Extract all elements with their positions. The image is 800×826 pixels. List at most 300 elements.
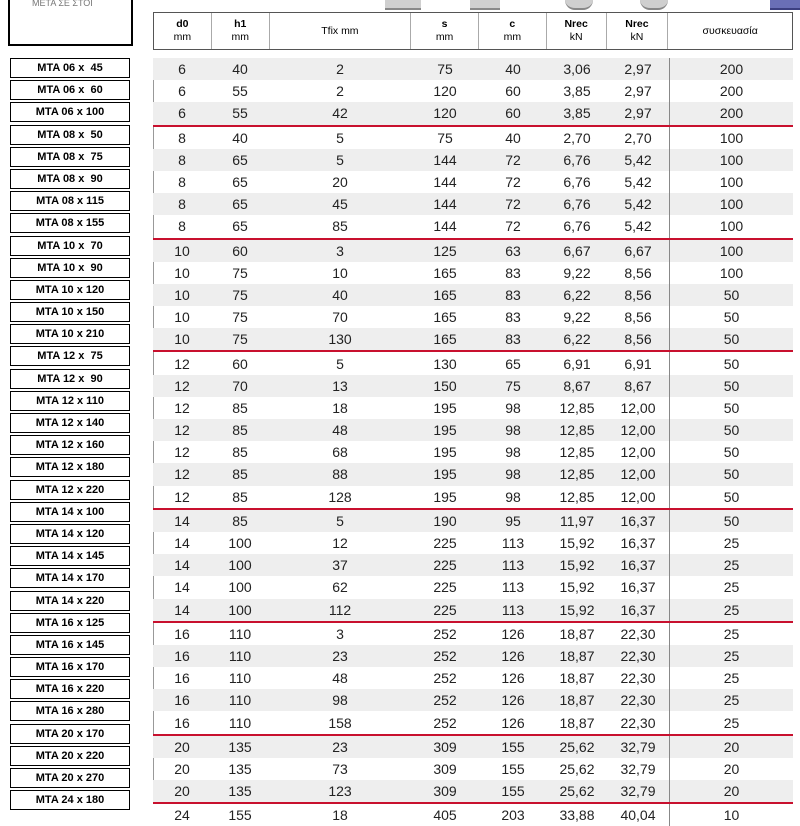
table-row — [153, 758, 793, 780]
cell-s: 144 — [433, 151, 457, 168]
cell-tfix: 88 — [332, 466, 348, 483]
cell-pack: 50 — [669, 419, 793, 441]
cell-n2: 8,56 — [624, 331, 652, 348]
top-label-box — [8, 0, 133, 46]
product-code: MTA 14 x 145 — [10, 546, 130, 566]
cell-pack: 50 — [669, 510, 793, 532]
cell-c: 72 — [505, 196, 521, 213]
cell-pack: 25 — [669, 623, 793, 645]
table-row — [153, 397, 793, 419]
cell-n1: 18,87 — [559, 647, 595, 664]
cell-s: 252 — [433, 670, 457, 687]
product-code: MTA 24 x 180 — [10, 790, 130, 810]
cell-n1: 15,92 — [559, 579, 595, 596]
cell-s: 75 — [437, 61, 453, 78]
anchor-drawing-icon-3 — [565, 0, 593, 10]
table-row — [153, 508, 793, 532]
cell-n1: 2,70 — [563, 129, 591, 146]
cell-n2: 16,37 — [620, 557, 656, 574]
cell-s: 195 — [433, 488, 457, 505]
cell-c: 83 — [505, 309, 521, 326]
cell-c: 60 — [505, 105, 521, 122]
cell-c: 83 — [505, 286, 521, 303]
cell-c: 98 — [505, 466, 521, 483]
cell-n2: 12,00 — [620, 422, 656, 439]
cell-n1: 6,76 — [563, 196, 591, 213]
cell-pack: 50 — [669, 284, 793, 306]
cell-tfix: 5 — [336, 151, 344, 168]
cell-n2: 12,00 — [620, 444, 656, 461]
cell-h1: 60 — [232, 242, 248, 259]
cell-pack: 100 — [669, 215, 793, 237]
cell-n1: 33,88 — [559, 807, 595, 824]
cell-s: 195 — [433, 466, 457, 483]
cell-d0: 14 — [174, 557, 190, 574]
product-code: MTA 12 x 90 — [10, 369, 130, 389]
table-row — [153, 554, 793, 576]
table-row — [153, 306, 793, 328]
cell-h1: 135 — [228, 783, 252, 800]
cell-n2: 40,04 — [620, 807, 656, 824]
table-row — [153, 667, 793, 689]
cell-d0: 10 — [174, 309, 190, 326]
cell-d0: 10 — [174, 331, 190, 348]
cell-d0: 6 — [178, 105, 186, 122]
cell-h1: 100 — [228, 579, 252, 596]
cell-pack: 200 — [669, 58, 793, 80]
cell-n2: 32,79 — [620, 760, 656, 777]
header-s-label: s — [441, 18, 448, 30]
table-row — [153, 780, 793, 802]
cell-c: 98 — [505, 488, 521, 505]
cell-pack: 10 — [669, 804, 793, 826]
header-tfix-label: Tfix mm — [321, 24, 359, 37]
cell-s: 225 — [433, 535, 457, 552]
cell-pack: 50 — [669, 375, 793, 397]
table-row — [153, 599, 793, 621]
cell-d0: 8 — [178, 174, 186, 191]
product-code: MTA 16 x 125 — [10, 613, 130, 633]
cell-n1: 3,85 — [563, 83, 591, 100]
cell-s: 309 — [433, 760, 457, 777]
cell-s: 144 — [433, 174, 457, 191]
cell-tfix: 2 — [336, 61, 344, 78]
cell-pack: 25 — [669, 599, 793, 621]
cell-d0: 10 — [174, 286, 190, 303]
cell-tfix: 130 — [328, 331, 352, 348]
cell-n1: 6,76 — [563, 174, 591, 191]
product-code: MTA 16 x 145 — [10, 635, 130, 655]
cell-s: 165 — [433, 331, 457, 348]
product-code: MTA 08 x 90 — [10, 169, 130, 189]
table-row — [153, 734, 793, 758]
table-row — [153, 441, 793, 463]
cell-h1: 110 — [228, 714, 252, 731]
cell-c: 75 — [505, 377, 521, 394]
cell-s: 405 — [433, 807, 457, 824]
cell-tfix: 37 — [332, 557, 348, 574]
table-row — [153, 532, 793, 554]
cell-c: 83 — [505, 331, 521, 348]
anchor-drawing-icon-1 — [385, 0, 421, 10]
cell-c: 126 — [501, 670, 525, 687]
cell-d0: 12 — [174, 444, 190, 461]
header-h1-label: h1 — [234, 18, 247, 30]
cell-d0: 16 — [174, 714, 190, 731]
cell-n1: 12,85 — [559, 399, 595, 416]
cell-c: 126 — [501, 647, 525, 664]
cell-pack: 50 — [669, 328, 793, 350]
cell-h1: 135 — [228, 760, 252, 777]
cell-s: 252 — [433, 714, 457, 731]
cell-h1: 75 — [232, 264, 248, 281]
package-box-icon — [770, 0, 800, 10]
cell-d0: 12 — [174, 355, 190, 372]
cell-n1: 15,92 — [559, 601, 595, 618]
table-row — [153, 328, 793, 350]
cell-s: 150 — [433, 377, 457, 394]
cell-c: 95 — [505, 512, 521, 529]
cell-tfix: 12 — [332, 535, 348, 552]
cell-c: 155 — [501, 738, 525, 755]
product-code: MTA 20 x 270 — [10, 768, 130, 788]
cell-s: 144 — [433, 218, 457, 235]
cell-s: 190 — [433, 512, 457, 529]
cell-pack: 25 — [669, 576, 793, 598]
cell-d0: 14 — [174, 601, 190, 618]
cell-s: 120 — [433, 105, 457, 122]
cell-d0: 20 — [174, 760, 190, 777]
cell-tfix: 123 — [328, 783, 352, 800]
cell-tfix: 23 — [332, 647, 348, 664]
table-header — [153, 12, 793, 50]
header-packaging — [668, 13, 792, 49]
cell-d0: 20 — [174, 783, 190, 800]
cell-n1: 3,85 — [563, 105, 591, 122]
product-code-column — [10, 58, 130, 812]
header-d0-unit: mm — [173, 31, 192, 43]
cell-s: 225 — [433, 579, 457, 596]
cell-c: 72 — [505, 174, 521, 191]
cell-n1: 6,91 — [563, 355, 591, 372]
cell-tfix: 20 — [332, 174, 348, 191]
cell-d0: 10 — [174, 264, 190, 281]
cell-s: 125 — [433, 242, 457, 259]
table-row — [153, 102, 793, 124]
cell-h1: 75 — [232, 331, 248, 348]
product-code: MTA 06 x 45 — [10, 58, 130, 78]
table-row — [153, 171, 793, 193]
cell-n2: 5,42 — [624, 218, 652, 235]
cell-n2: 2,70 — [624, 129, 652, 146]
cell-pack: 25 — [669, 554, 793, 576]
cell-pack: 20 — [669, 780, 793, 802]
cell-n1: 12,85 — [559, 466, 595, 483]
cell-c: 126 — [501, 714, 525, 731]
table-row — [153, 486, 793, 508]
cell-d0: 16 — [174, 647, 190, 664]
cell-h1: 110 — [228, 625, 252, 642]
product-code: MTA 06 x 60 — [10, 80, 130, 100]
cell-c: 113 — [501, 601, 525, 618]
cell-h1: 85 — [232, 444, 248, 461]
cell-c: 155 — [501, 783, 525, 800]
cell-h1: 100 — [228, 535, 252, 552]
cell-pack: 50 — [669, 441, 793, 463]
cell-d0: 16 — [174, 692, 190, 709]
cell-s: 252 — [433, 647, 457, 664]
cell-c: 126 — [501, 625, 525, 642]
cell-c: 155 — [501, 760, 525, 777]
cell-tfix: 73 — [332, 760, 348, 777]
cell-tfix: 10 — [332, 264, 348, 281]
cell-h1: 70 — [232, 377, 248, 394]
cell-tfix: 68 — [332, 444, 348, 461]
cell-s: 195 — [433, 422, 457, 439]
cell-d0: 8 — [178, 151, 186, 168]
cell-c: 113 — [501, 579, 525, 596]
cell-d0: 6 — [178, 61, 186, 78]
table-row — [153, 238, 793, 262]
cell-n2: 22,30 — [620, 692, 656, 709]
cell-c: 60 — [505, 83, 521, 100]
product-code: MTA 14 x 120 — [10, 524, 130, 544]
cell-d0: 20 — [174, 738, 190, 755]
cell-n1: 3,06 — [563, 61, 591, 78]
cell-h1: 55 — [232, 83, 248, 100]
cell-n1: 9,22 — [563, 309, 591, 326]
cell-s: 75 — [437, 129, 453, 146]
cell-tfix: 85 — [332, 218, 348, 235]
cell-pack: 50 — [669, 306, 793, 328]
cell-tfix: 3 — [336, 242, 344, 259]
cell-n1: 12,85 — [559, 422, 595, 439]
table-row — [153, 621, 793, 645]
cell-n2: 2,97 — [624, 105, 652, 122]
cell-d0: 24 — [174, 807, 190, 824]
header-nrec-1-label: Nrec — [564, 18, 588, 30]
cell-n1: 6,76 — [563, 151, 591, 168]
product-code: MTA 10 x 210 — [10, 324, 130, 344]
cell-n2: 16,37 — [620, 535, 656, 552]
product-code: MTA 06 x 100 — [10, 102, 130, 122]
cell-s: 165 — [433, 309, 457, 326]
cell-pack: 25 — [669, 645, 793, 667]
cell-h1: 65 — [232, 196, 248, 213]
cell-n2: 8,67 — [624, 377, 652, 394]
spec-table — [153, 58, 793, 826]
product-code: MTA 20 x 220 — [10, 746, 130, 766]
cell-n2: 6,67 — [624, 242, 652, 259]
cell-n1: 18,87 — [559, 714, 595, 731]
cell-d0: 16 — [174, 670, 190, 687]
cell-s: 225 — [433, 601, 457, 618]
cell-c: 126 — [501, 692, 525, 709]
cell-n1: 12,85 — [559, 488, 595, 505]
cell-pack: 50 — [669, 352, 793, 374]
cell-n2: 6,91 — [624, 355, 652, 372]
top-label-partial: ΜΕΤΑ ΣΕ ΣΤΟΙ — [32, 0, 93, 8]
cell-tfix: 45 — [332, 196, 348, 213]
cell-d0: 8 — [178, 196, 186, 213]
product-code: MTA 16 x 170 — [10, 657, 130, 677]
cell-n2: 16,37 — [620, 579, 656, 596]
header-h1 — [212, 13, 270, 49]
table-row — [153, 711, 793, 733]
cell-c: 65 — [505, 355, 521, 372]
cell-pack: 50 — [669, 397, 793, 419]
cell-tfix: 18 — [332, 807, 348, 824]
cell-h1: 65 — [232, 174, 248, 191]
cell-pack: 25 — [669, 532, 793, 554]
cell-n1: 9,22 — [563, 264, 591, 281]
cell-d0: 16 — [174, 625, 190, 642]
header-c-label: c — [509, 18, 516, 30]
product-code: MTA 20 x 170 — [10, 724, 130, 744]
cell-h1: 155 — [228, 807, 252, 824]
cell-n1: 8,67 — [563, 377, 591, 394]
cell-tfix: 23 — [332, 738, 348, 755]
product-code: MTA 08 x 155 — [10, 213, 130, 233]
cell-c: 113 — [501, 535, 525, 552]
product-code: MTA 10 x 90 — [10, 258, 130, 278]
cell-n2: 8,56 — [624, 309, 652, 326]
cell-c: 98 — [505, 444, 521, 461]
cell-pack: 100 — [669, 127, 793, 149]
cell-c: 72 — [505, 218, 521, 235]
cell-tfix: 2 — [336, 83, 344, 100]
cell-h1: 65 — [232, 151, 248, 168]
cell-tfix: 112 — [328, 601, 352, 618]
cell-n2: 2,97 — [624, 61, 652, 78]
table-row — [153, 375, 793, 397]
cell-c: 203 — [501, 807, 525, 824]
cell-n1: 18,87 — [559, 625, 595, 642]
header-d0-label: d0 — [176, 18, 189, 30]
cell-h1: 65 — [232, 218, 248, 235]
cell-n2: 12,00 — [620, 399, 656, 416]
cell-s: 309 — [433, 783, 457, 800]
cell-c: 83 — [505, 264, 521, 281]
cell-c: 113 — [501, 557, 525, 574]
cell-pack: 50 — [669, 486, 793, 508]
cell-h1: 100 — [228, 557, 252, 574]
cell-n1: 6,22 — [563, 286, 591, 303]
cell-n1: 12,85 — [559, 444, 595, 461]
cell-n1: 15,92 — [559, 557, 595, 574]
table-row — [153, 463, 793, 485]
table-row — [153, 193, 793, 215]
table-row — [153, 149, 793, 171]
product-code: MTA 12 x 75 — [10, 346, 130, 366]
cell-n1: 15,92 — [559, 535, 595, 552]
cell-tfix: 42 — [332, 105, 348, 122]
cell-tfix: 3 — [336, 625, 344, 642]
cell-n1: 25,62 — [559, 783, 595, 800]
cell-n2: 22,30 — [620, 714, 656, 731]
cell-n2: 16,37 — [620, 512, 656, 529]
cell-pack: 200 — [669, 102, 793, 124]
table-row — [153, 350, 793, 374]
cell-n2: 12,00 — [620, 488, 656, 505]
header-nrec-1-unit: kN — [569, 31, 583, 43]
header-nrec-2 — [607, 13, 669, 49]
cell-s: 165 — [433, 264, 457, 281]
table-row — [153, 689, 793, 711]
cell-s: 144 — [433, 196, 457, 213]
cell-h1: 55 — [232, 105, 248, 122]
cell-d0: 12 — [174, 466, 190, 483]
cell-tfix: 62 — [332, 579, 348, 596]
cell-pack: 25 — [669, 711, 793, 733]
table-row — [153, 215, 793, 237]
cell-s: 252 — [433, 692, 457, 709]
product-code: MTA 14 x 170 — [10, 568, 130, 588]
table-row — [153, 576, 793, 598]
cell-n1: 25,62 — [559, 760, 595, 777]
cell-s: 195 — [433, 444, 457, 461]
cell-n2: 5,42 — [624, 196, 652, 213]
product-code: MTA 12 x 110 — [10, 391, 130, 411]
cell-h1: 75 — [232, 286, 248, 303]
cell-c: 63 — [505, 242, 521, 259]
cell-s: 252 — [433, 625, 457, 642]
cell-tfix: 5 — [336, 512, 344, 529]
cell-n2: 22,30 — [620, 670, 656, 687]
table-row — [153, 125, 793, 149]
header-nrec-2-unit: kN — [630, 31, 644, 43]
product-code: MTA 16 x 220 — [10, 679, 130, 699]
cell-tfix: 18 — [332, 399, 348, 416]
cell-s: 309 — [433, 738, 457, 755]
cell-n2: 22,30 — [620, 647, 656, 664]
cell-n2: 2,97 — [624, 83, 652, 100]
cell-n1: 25,62 — [559, 738, 595, 755]
cell-pack: 200 — [669, 80, 793, 102]
cell-tfix: 5 — [336, 355, 344, 372]
cell-s: 195 — [433, 399, 457, 416]
cell-c: 98 — [505, 399, 521, 416]
table-row — [153, 284, 793, 306]
cell-d0: 8 — [178, 218, 186, 235]
cell-tfix: 70 — [332, 309, 348, 326]
cell-h1: 85 — [232, 488, 248, 505]
cell-c: 98 — [505, 422, 521, 439]
product-code: MTA 08 x 50 — [10, 125, 130, 145]
product-code: MTA 10 x 70 — [10, 236, 130, 256]
cell-d0: 12 — [174, 377, 190, 394]
table-row — [153, 419, 793, 441]
cell-tfix: 128 — [328, 488, 352, 505]
cell-h1: 40 — [232, 61, 248, 78]
cell-h1: 60 — [232, 355, 248, 372]
cell-s: 130 — [433, 355, 457, 372]
product-code: MTA 08 x 115 — [10, 191, 130, 211]
cell-n2: 22,30 — [620, 625, 656, 642]
table-row — [153, 262, 793, 284]
cell-h1: 100 — [228, 601, 252, 618]
cell-d0: 12 — [174, 488, 190, 505]
table-row — [153, 645, 793, 667]
cell-n2: 12,00 — [620, 466, 656, 483]
cell-pack: 25 — [669, 667, 793, 689]
cell-n1: 11,97 — [560, 512, 594, 529]
cell-tfix: 158 — [328, 714, 352, 731]
header-s-unit: mm — [435, 31, 454, 43]
cell-d0: 14 — [174, 512, 190, 529]
cell-c: 40 — [505, 129, 521, 146]
cell-tfix: 13 — [332, 377, 348, 394]
